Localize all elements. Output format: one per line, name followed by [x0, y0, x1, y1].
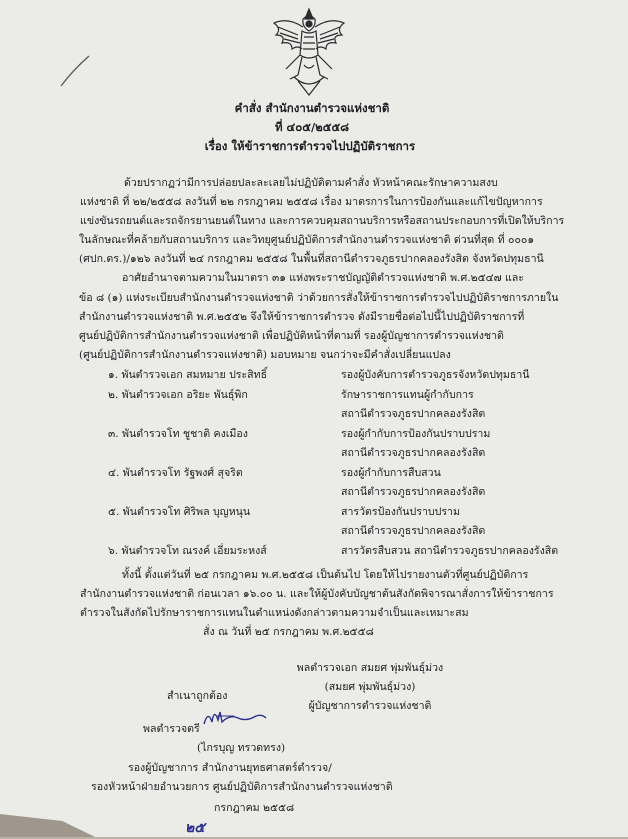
- signatory-name: (สมยศ พุ่มพันธุ์ม่วง): [324, 681, 416, 693]
- body-line: ทั้งนี้ ตั้งแต่วันที่ ๒๕ กรกฎาคม พ.ศ.๒๕๕๘ เป็นต้นไป โดยให้ไปรายงานตัวที่ศูนย์ปฏิบัติการ: [122, 569, 529, 581]
- officer-position: สารวัตรสืบสวน สถานีตำรวจภูธรปากคลองรังสิต: [341, 545, 559, 557]
- officer-position: สถานีตำรวจภูธรปากคลองรังสิต: [341, 525, 486, 537]
- order-date: สั่ง ณ วันที่ ๒๕ กรกฎาคม พ.ศ.๒๕๕๘: [203, 626, 374, 638]
- officer-position: สถานีตำรวจภูธรปากคลองรังสิต: [341, 447, 486, 459]
- handwritten-signature: [200, 704, 270, 730]
- pen-stroke-mark: [55, 52, 95, 90]
- body-line: แห่งชาติ ที่ ๒๒/๒๕๕๘ ลงวันที่ ๒๒ กรกฎาคม ๒๕๕๘ เรื่อง มาตรการในการป้องกันและแก้ไขปัญหาการ: [80, 196, 543, 208]
- certified-label: สำเนาถูกต้อง: [167, 690, 228, 702]
- order-title: คำสั่ง สำนักงานตำรวจแห่งชาติ: [234, 101, 390, 115]
- officer-name: ๖. พันตำรวจโท ณรงค์ เอี่ยมระหงส์: [108, 545, 267, 557]
- certifier-rank: พลตำรวจตรี: [143, 723, 200, 735]
- officer-position: สถานีตำรวจภูธรปากคลองรังสิต: [341, 486, 486, 498]
- officer-position: รักษาราชการแทนผู้กำกับการ: [341, 389, 474, 401]
- order-subject: เรื่อง ให้ข้าราชการตำรวจไปปฏิบัติราชการ: [204, 139, 416, 153]
- certified-date: กรกฎาคม ๒๕๕๘: [214, 802, 295, 814]
- body-line: ข้อ ๘ (๑) แห่งระเบียบสำนักงานตำรวจแห่งชาติ ว่าด้วยการสั่งให้ข้าราชการตำรวจไปปฏิบัติราชการภายใน: [79, 292, 559, 304]
- certifier-name: (ไกรบุญ ทรวดทรง): [197, 742, 286, 754]
- body-line: (ศูนย์ปฏิบัติการสำนักงานตำรวจแห่งชาติ) มอบหมาย จนกว่าจะมีคำสั่งเปลี่ยนแปลง: [79, 349, 451, 361]
- signatory-title: ผู้บัญชาการตำรวจแห่งชาติ: [308, 700, 432, 712]
- officer-position: รองผู้บังคับการตำรวจภูธรจังหวัดปทุมธานี: [341, 369, 530, 381]
- body-line: ศูนย์ปฏิบัติการสำนักงานตำรวจแห่งชาติ เพื่อปฏิบัติหน้าที่ตามที่ รองผู้บัญชาการตำรวจแห่งชาติ: [79, 330, 504, 342]
- garuda-emblem-icon: [268, 5, 350, 97]
- officer-position: สารวัตรป้องกันปราบปราม: [341, 506, 460, 518]
- officer-position: รองผู้กำกับการป้องกันปราบปราม: [341, 428, 491, 440]
- certifier-position: รองผู้บัญชาการ สำนักงานยุทธศาสตร์ตำรวจ/: [128, 762, 332, 774]
- body-line: อาศัยอำนาจตามความในมาตรา ๓๑ แห่งพระราชบัญญัติตำรวจแห่งชาติ พ.ศ.๒๕๔๗ และ: [122, 272, 524, 284]
- certifier-position: รองหัวหน้าฝ่ายอำนวยการ ศูนย์ปฏิบัติการสำนักงานตำรวจแห่งชาติ: [91, 781, 393, 793]
- signatory-rank: พลตำรวจเอก สมยศ พุ่มพันธุ์ม่วง: [296, 662, 444, 674]
- officer-name: ๓. พันตำรวจโท ชูชาติ คงเมือง: [108, 428, 248, 440]
- officer-name: ๒. พันตำรวจเอก อริยะ พันธุ์พิก: [108, 389, 248, 401]
- body-line: ด้วยปรากฏว่ามีการปล่อยปละละเลยไม่ปฏิบัติตามคำสั่ง หัวหน้าคณะรักษาความสงบ: [124, 177, 498, 189]
- handwritten-day: ๒๕: [185, 820, 205, 836]
- order-number: ที่ ๔๐๕/๒๕๕๘: [274, 120, 350, 134]
- body-line: สำนักงานตำรวจแห่งชาติ พ.ศ.๒๕๕๒ จึงให้ข้าราชการตำรวจ ดังมีรายชื่อต่อไปนี้ไปปฏิบัติราชการที่: [79, 311, 525, 323]
- body-line: (ศปก.ตร.)/๑๒๖ ลงวันที่ ๒๔ กรกฎาคม ๒๕๕๘ ในพื้นที่สถานีตำรวจภูธรปากคลองรังสิต จังหวัดปทุมธานี: [79, 253, 544, 265]
- body-line: สำนักงานตำรวจแห่งชาติ ก่อนเวลา ๑๖.๐๐ น. และให้ผู้บังคับบัญชาต้นสังกัดพิจารณาสั่งการให้ข้าราชการ: [80, 588, 554, 600]
- body-line: แข่งขันรถยนต์และรถจักรยานยนต์ในทาง และการควบคุมสถานบริการหรือสถานประกอบการที่เปิดให้บริการ: [80, 215, 565, 227]
- officer-name: ๕. พันตำรวจโท ศิริพล บุญหนุน: [108, 506, 251, 518]
- officer-position: รองผู้กำกับการสืบสวน: [341, 467, 441, 479]
- officer-name: ๔. พันตำรวจโท รัฐพงศ์ สุจริต: [108, 467, 243, 479]
- officer-position: สถานีตำรวจภูธรปากคลองรังสิต: [341, 408, 486, 420]
- officer-name: ๑. พันตำรวจเอก สมหมาย ประสิทธิ์: [108, 369, 268, 381]
- body-line: ในลักษณะที่คล้ายกับสถานบริการ และวิทยุศูนย์ปฏิบัติการสำนักงานตำรวจแห่งชาติ ด่วนที่สุด ที่ ๐๐๐๑: [79, 234, 535, 246]
- body-line: ตำรวจในสังกัดไปรักษาราชการแทนในตำแหน่งดังกล่าวตามความจำเป็นและเหมาะสม: [80, 607, 469, 619]
